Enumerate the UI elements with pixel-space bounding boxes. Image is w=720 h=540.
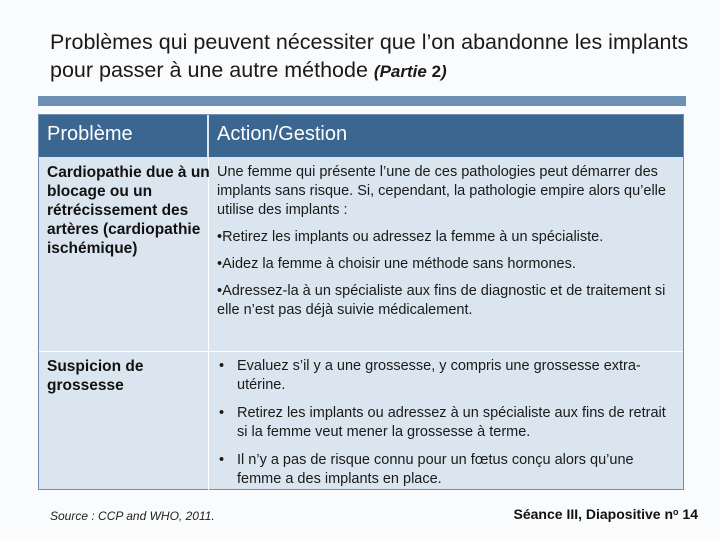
row1-problem: Cardiopathie due à un blocage ou un rétrécissement des artères (cardiopathie ischémique) [47,164,210,257]
title-part: (Partie 2) [373,62,447,81]
row1-bullet-2: •Aidez la femme à choisir une méthode sans hormones. [217,256,576,272]
row1-intro: Une femme qui présente l’une de ces pathologies peut démarrer des implants sans risque. Si, cependant, la pathologie empire alors qu’elle utilise des implants : [217,164,666,218]
source-citation: Source : CCP and WHO, 2011. [50,509,215,523]
row-divider [39,351,683,352]
header-problem: Problème [47,123,133,145]
problem-action-table [38,114,684,490]
title-divider [38,96,686,106]
bullet-dot: • [219,452,225,468]
header-action: Action/Gestion [217,123,348,145]
bullet-dot: • [219,358,225,374]
row1-bullet-3: •Adressez-la à un spécialiste aux fins de diagnostic et de traitement si elle n’est pas déjà suivie médicalement. [217,283,666,318]
title-main: Problèmes qui peuvent nécessiter que l’on abandonne les implants pour passer à une autre méthode [50,30,689,82]
row1-bullet-1: •Retirez les implants ou adressez la femme à un spécialiste. [217,229,604,245]
row1-action [217,163,677,320]
row2-bullet-3: • Il n’y a pas de risque connu pour un fœtus conçu alors qu’une femme a des implants en place. [219,452,634,487]
slide-number: Séance III, Diapositive $n^o$ 14 [513,506,698,522]
row2-bullet-1: • Evaluez s’il y a une grossesse, y compris une grossesse extra-utérine. [219,358,641,393]
header-separator [207,115,209,157]
row2-problem: Suspicion de grossesse [47,358,144,394]
table-header [39,115,683,157]
bullet-dot: • [219,405,225,421]
row2-bullet-2: • Retirez les implants ou adressez à un spécialiste aux fins de retrait si la femme veut mener la grossesse à terme. [219,405,666,440]
slide-title [50,28,700,86]
